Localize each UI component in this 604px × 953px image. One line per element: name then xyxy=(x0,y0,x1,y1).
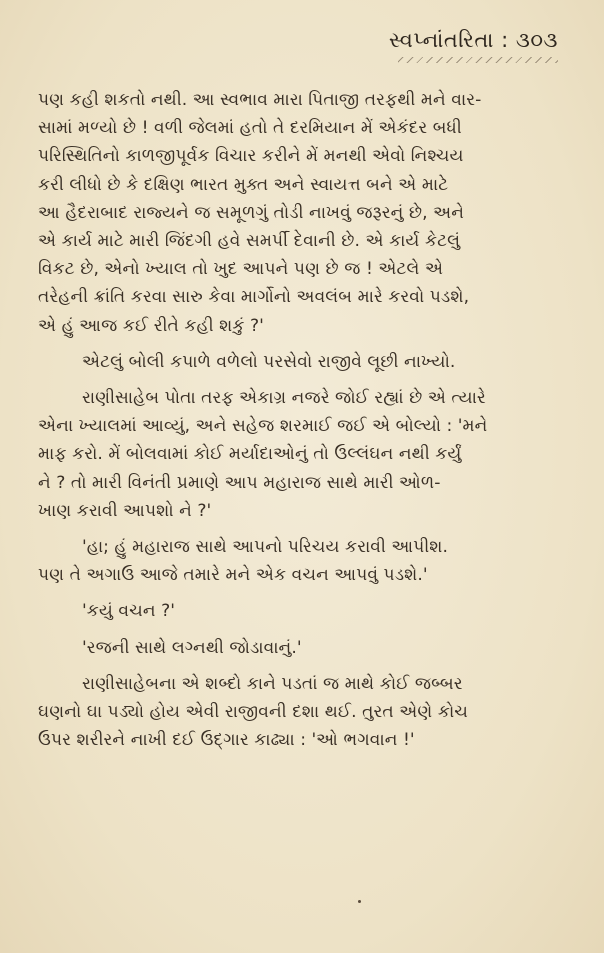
paragraph xyxy=(38,597,564,625)
paragraph xyxy=(38,86,564,340)
paragraph-gap xyxy=(38,376,564,384)
paragraph xyxy=(38,634,564,662)
paragraph-gap xyxy=(38,340,564,348)
running-title: સ્વપ્નાંતરિતા : ૩૦૩ xyxy=(388,28,558,52)
text-line: એ હું આજ કઈ રીતે કહી શકું ?' xyxy=(38,315,264,336)
text-line: રાણીસાહેબના એ શબ્દો કાને પડતાં જ માથે કોઈ જબ્બર xyxy=(82,673,463,694)
paragraph-gap xyxy=(38,525,564,533)
text-line: કરી લીધો છે કે દક્ષિણ ભારત મુક્ત અને સ્વાયત્ત બને એ માટે xyxy=(38,174,449,195)
text-line: ને ? તો મારી વિનંતી પ્રમાણે આપ મહારાજ સાથે મારી ઓળ- xyxy=(38,472,441,493)
text-line: પરિસ્થિતિનો કાળજીપૂર્વક વિચાર કરીને મેં મનથી એવો નિશ્ચય xyxy=(38,146,464,167)
text-line: 'કયું વચન ?' xyxy=(82,601,175,622)
text-line: 'રજની સાથે લગ્નથી જોડાવાનું.' xyxy=(82,637,302,658)
text-line: પણ તે અગાઉ આજે તમારે મને એક વચન આપવું પડશે.' xyxy=(38,565,428,586)
text-line: આ હૈદરાબાદ રાજ્યને જ સમૂળગું તોડી નાખવું જરૂરનું છે, અને xyxy=(38,202,465,223)
paragraph xyxy=(38,384,564,525)
paragraph xyxy=(38,348,564,376)
text-line: માફ કરો. મેં બોલવામાં કોઈ મર્યાદાઓનું તો ઉલ્લંઘન નથી કર્યું xyxy=(38,444,462,465)
page-speck xyxy=(358,900,361,903)
text-line: તરેહની ક્રાંતિ કરવા સારુ કેવા માર્ગોનો અવલંબ મારે કરવો પડશે, xyxy=(38,287,470,308)
text-line: ઉપર શરીરને નાખી દઈ ઉદ્ગાર કાઢ્યા : 'ઓ ભગવાન !' xyxy=(38,730,415,751)
paragraph-gap xyxy=(38,626,564,634)
text-line: પણ કહી શકતો નથી. આ સ્વભાવ મારા પિતાજી તરફથી મને વાર- xyxy=(38,90,482,110)
text-line: એ કાર્ય માટે મારી જિંદગી હવે સમર્પી દેવાની છે. એ કાર્ય કેટલું xyxy=(38,231,461,252)
text-line: એટલું બોલી કપાળે વળેલો પરસેવો રાજીવે લૂછી નાખ્યો. xyxy=(82,351,456,372)
header-wavy-rule xyxy=(398,57,558,63)
paragraph-gap xyxy=(38,662,564,670)
text-line: સામાં મળ્યો છે ! વળી જેલમાં હતો તે દરમિયાન મેં એકંદર બધી xyxy=(38,118,462,139)
text-line: એના ખ્યાલમાં આવ્યું, અને સહેજ શરમાઈ જઈ એ બોલ્યો : 'મને xyxy=(38,416,488,437)
text-line: 'હા; હું મહારાજ સાથે આપનો પરિચય કરાવી આપીશ. xyxy=(82,537,449,558)
paragraph-gap xyxy=(38,589,564,597)
text-line: રાણીસાહેબ પોતા તરફ એકાગ્ર નજરે જોઈ રહ્યાં છે એ ત્યારે xyxy=(82,388,486,409)
text-line: વિકટ છે, એનો ખ્યાલ તો ખુદ આપને પણ છે જ ! એટલે એ xyxy=(38,259,444,280)
running-header xyxy=(389,28,558,63)
paragraph xyxy=(38,670,564,755)
page-body-text xyxy=(38,86,564,754)
text-line: ઘણનો ઘા પડ્યો હોય એવી રાજીવની દશા થઈ. તુરત એણે કોચ xyxy=(38,702,469,723)
paragraph xyxy=(38,533,564,589)
text-line: ખાણ કરાવી આપશો ને ?' xyxy=(38,500,212,521)
